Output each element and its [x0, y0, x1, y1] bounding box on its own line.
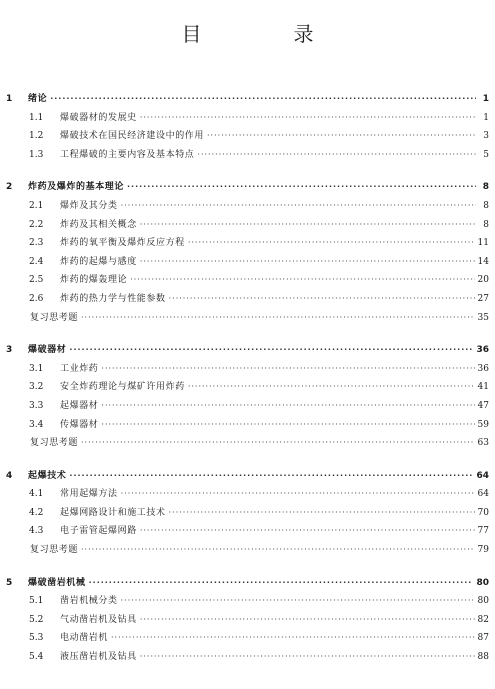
entry-page-number: 63: [477, 438, 489, 449]
entry-title: 炸药的热力学与性能参数: [60, 293, 166, 304]
entry-page-number: 70: [477, 507, 489, 518]
entry-page-number: 36: [476, 345, 489, 356]
section-entry[interactable]: [0, 146, 495, 165]
entry-number: 2.1: [29, 200, 44, 211]
entry-title: 常用起爆方法: [60, 489, 118, 500]
chapter-entry[interactable]: [0, 341, 495, 360]
dot-leader: [111, 629, 475, 648]
dot-leader: [197, 146, 476, 165]
entry-page-number: 41: [477, 382, 489, 393]
entry-title: 炸药的爆轰理论: [60, 275, 128, 286]
page-title: 目 录: [181, 22, 350, 46]
dot-leader: [169, 290, 475, 309]
entry-number: 1.1: [29, 112, 44, 123]
entry-number: 2: [6, 182, 13, 193]
dot-leader: [169, 504, 475, 523]
chapter-entry[interactable]: [0, 178, 495, 197]
dot-leader: [81, 541, 475, 560]
entry-number: 5: [6, 577, 13, 588]
entry-number: 2.5: [29, 275, 44, 286]
entry-page-number: 20: [477, 275, 489, 286]
dot-leader: [89, 574, 474, 593]
entry-page-number: 64: [476, 470, 489, 481]
dot-leader: [140, 253, 475, 272]
entry-number: 3.2: [29, 382, 44, 393]
entry-number: 2.4: [29, 256, 44, 267]
entry-number: 5.3: [29, 633, 44, 644]
entry-number: 5.2: [29, 614, 44, 625]
section-entry[interactable]: [0, 360, 495, 379]
entry-number: 3.4: [29, 419, 44, 430]
entry-title: 复习思考题: [30, 438, 79, 449]
section-entry[interactable]: [0, 290, 495, 309]
entry-number: 2.6: [29, 293, 44, 304]
entry-number: 5.4: [29, 652, 44, 663]
entry-page-number: 1: [483, 112, 489, 123]
entry-number: 2.3: [29, 238, 44, 249]
entry-title: 爆破凿岩机械: [28, 577, 86, 588]
entry-title: 工程爆破的主要内容及基本特点: [60, 149, 195, 160]
entry-number: 1: [6, 94, 13, 104]
entry-title: 复习思考题: [30, 545, 79, 556]
entry-page-number: 14: [477, 256, 489, 267]
entry-number: 5.1: [29, 596, 44, 607]
chapter-block: [0, 574, 495, 667]
section-entry[interactable]: [0, 485, 495, 504]
section-entry[interactable]: [0, 378, 495, 397]
section-entry[interactable]: [0, 397, 495, 416]
section-entry[interactable]: [0, 648, 495, 667]
section-entry[interactable]: [0, 522, 495, 541]
entry-title: 炸药的起爆与感度: [60, 256, 137, 267]
entry-title: 安全炸药理论与煤矿许用炸药: [60, 382, 185, 393]
entry-title: 炸药及爆炸的基本理论: [28, 182, 125, 193]
entry-page-number: 79: [477, 545, 489, 556]
entry-title: 炸药的氧平衡及爆炸反应方程: [60, 238, 185, 249]
entry-title: 爆破器材: [28, 345, 67, 356]
entry-page-number: 80: [476, 577, 489, 588]
entry-number: 1.2: [29, 131, 44, 142]
entry-page-number: 3: [483, 131, 489, 142]
dot-leader: [50, 90, 476, 109]
entry-number: 4.2: [29, 507, 44, 518]
entry-title: 复习思考题: [30, 312, 79, 323]
dot-leader: [188, 234, 475, 253]
dot-leader: [101, 416, 474, 435]
entry-page-number: 59: [477, 419, 489, 430]
dot-leader: [140, 611, 475, 630]
dot-leader: [81, 434, 475, 453]
dot-leader: [207, 127, 476, 146]
dot-leader: [69, 341, 473, 360]
entry-number: 4.3: [29, 526, 44, 537]
dot-leader: [121, 485, 475, 504]
dot-leader: [121, 197, 476, 216]
entry-page-number: 47: [477, 400, 489, 411]
section-entry[interactable]: [0, 416, 495, 435]
chapter-entry[interactable]: [0, 574, 495, 593]
dot-leader: [140, 522, 475, 541]
entry-number: 4: [6, 470, 13, 481]
entry-page-number: 27: [477, 293, 489, 304]
section-entry[interactable]: [0, 504, 495, 523]
entry-page-number: 11: [477, 238, 489, 249]
entry-number: 3: [6, 345, 13, 356]
entry-title: 起爆器材: [60, 400, 99, 411]
section-entry[interactable]: [0, 216, 495, 235]
dot-leader: [140, 648, 475, 667]
chapter-block: [0, 467, 495, 560]
entry-page-number: 1: [482, 94, 489, 104]
dot-leader: [69, 467, 473, 486]
section-entry[interactable]: [0, 197, 495, 216]
section-entry[interactable]: [0, 592, 495, 611]
entry-title: 电子雷管起爆网路: [60, 526, 137, 537]
chapter-entry[interactable]: [0, 90, 495, 109]
dot-leader: [121, 592, 475, 611]
entry-title: 工业炸药: [60, 363, 99, 374]
dot-leader: [140, 109, 476, 128]
entry-title: 凿岩机械分类: [60, 596, 118, 607]
review-entry[interactable]: [0, 541, 495, 560]
dot-leader: [127, 178, 476, 197]
entry-page-number: 88: [477, 652, 489, 663]
entry-page-number: 82: [477, 614, 489, 625]
entry-page-number: 77: [477, 526, 489, 537]
section-entry[interactable]: [0, 109, 495, 128]
section-entry[interactable]: [0, 611, 495, 630]
section-entry[interactable]: [0, 127, 495, 146]
entry-number: 2.2: [29, 219, 44, 230]
entry-page-number: 80: [477, 596, 489, 607]
entry-number: 4.1: [29, 489, 44, 500]
section-entry[interactable]: [0, 253, 495, 272]
dot-leader: [140, 216, 476, 235]
chapter-entry[interactable]: [0, 467, 495, 486]
section-entry[interactable]: [0, 629, 495, 648]
entry-title: 气动凿岩机及钻具: [60, 614, 137, 625]
chapter-block: [0, 341, 495, 453]
entry-title: 爆破器材的发展史: [60, 112, 137, 123]
entry-title: 电动凿岩机: [60, 633, 109, 644]
dot-leader: [130, 271, 474, 290]
entry-page-number: 8: [483, 200, 489, 211]
entry-title: 传爆器材: [60, 419, 99, 430]
dot-leader: [101, 360, 474, 379]
chapter-block: [0, 90, 495, 164]
entry-number: 3.1: [29, 363, 44, 374]
review-entry[interactable]: [0, 309, 495, 328]
table-of-contents: [0, 90, 495, 681]
entry-page-number: 35: [477, 312, 489, 323]
entry-title: 爆破技术在国民经济建设中的作用: [60, 131, 205, 142]
entry-number: 3.3: [29, 400, 44, 411]
section-entry[interactable]: [0, 271, 495, 290]
entry-title: 起爆技术: [28, 470, 67, 481]
entry-page-number: 87: [477, 633, 489, 644]
entry-title: 液压凿岩机及钻具: [60, 652, 137, 663]
entry-page-number: 5: [483, 149, 489, 160]
entry-page-number: 8: [482, 182, 489, 193]
section-entry[interactable]: [0, 234, 495, 253]
entry-page-number: 64: [477, 489, 489, 500]
entry-title: 炸药及其相关概念: [60, 219, 137, 230]
dot-leader: [81, 309, 475, 328]
entry-title: 爆炸及其分类: [60, 200, 118, 211]
entry-page-number: 8: [483, 219, 489, 230]
entry-title: 起爆网路设计和施工技术: [60, 507, 166, 518]
review-entry[interactable]: [0, 434, 495, 453]
entry-title: 绪论: [28, 94, 48, 104]
entry-page-number: 36: [477, 363, 489, 374]
dot-leader: [188, 378, 475, 397]
entry-number: 1.3: [29, 149, 44, 160]
chapter-block: [0, 178, 495, 327]
dot-leader: [101, 397, 474, 416]
